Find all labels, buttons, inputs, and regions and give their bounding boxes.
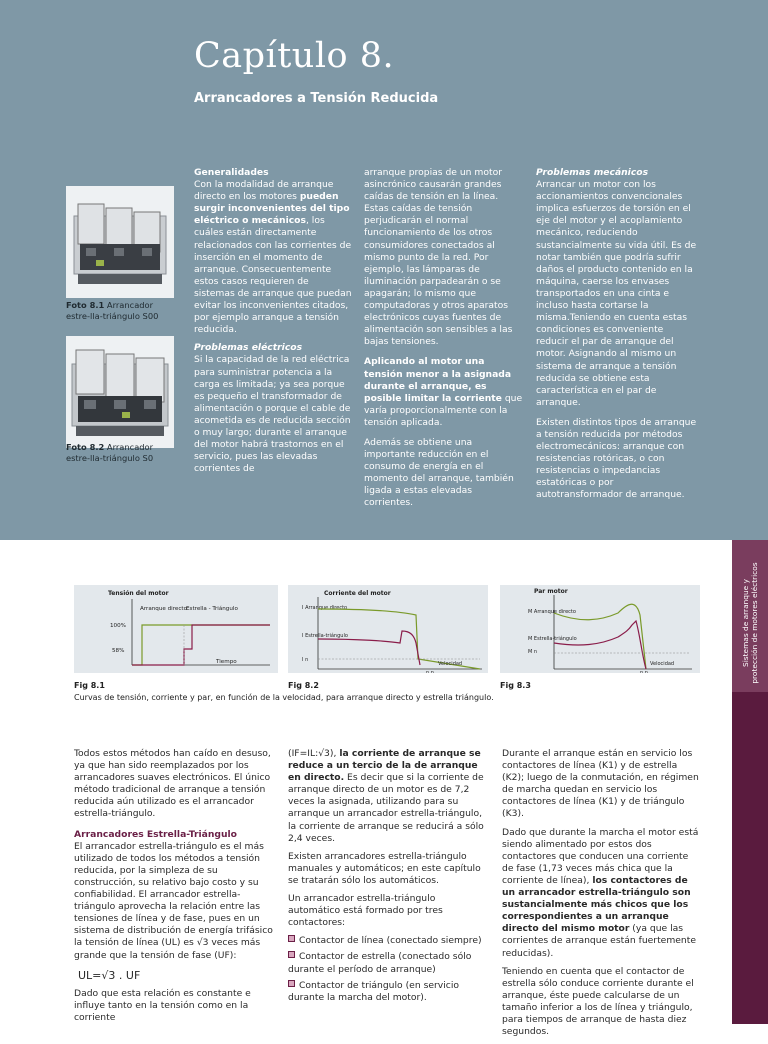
fig3-m-n: M n: [528, 649, 538, 655]
fig2-label-star: I Estrella-triángulo: [302, 633, 348, 639]
fig3-star-curve: [554, 621, 646, 669]
lower-col3-paragraph-3: Teniendo en cuenta que el contactor de estrella sólo conduce corriente durante el arranque, éste puede calcularse de un tamaño inferior a los de línea y triángulo, para tiempos de arranque de hasta diez segundos.: [502, 965, 694, 1038]
figure-8-2: [288, 585, 488, 673]
fig2-xlabel: Velocidad: [438, 661, 463, 667]
figure-8-1: [74, 585, 278, 673]
contactor-list-item-3: Contactor de triángulo (en servicio durante la marcha del motor).: [288, 979, 460, 1003]
intro-column-3: [536, 167, 698, 502]
lower-col2-paragraph-1: (IF=IL:√3), la corriente de arranque se reduce a un tercio de la de arranque en directo. Es decir que si la corriente de arranque directo de un motor es de 7,2 veces la asignada, utilizando para su arranque un arrancador estrella-triángulo, la corriente de arranque se reducirá a sólo 2,4 veces.: [288, 748, 484, 844]
section-heading-problemas-mecanicos: Problemas mecánicos: [536, 167, 649, 178]
lower-col3-paragraph-2: Dado que durante la marcha el motor está siendo alimentado por estos dos contactores que conducen una corriente de fase (1,73 veces más chica que la corriente de línea), los contactores de un arrancador estrella-triángulo son sustancialmente más chicos que los correspondientes a un arranque directo del mismo motor (ya que las corrientes de arranque están fuertemente reducidas).: [502, 826, 699, 959]
fig3-m-star: M Estrella-triángulo: [528, 636, 577, 642]
lower-col2-paragraph-3: Un arrancador estrella-triángulo automático está formado por tres contactores:: [288, 893, 443, 929]
fig2-number: Fig 8.2: [288, 681, 319, 690]
body-column-2: [288, 748, 488, 1008]
contactor-list-item-2: Contactor de estrella (conectado sólo durante el período de arranque): [288, 951, 472, 975]
photo-caption-2: Foto 8.2 Arrancador estre-lla-triángulo S0: [66, 442, 154, 463]
fig3-xlabel: Velocidad: [650, 661, 675, 667]
lower-col1-paragraph-3: Dado que esta relación es constante e influye tanto en la tensión como en la corriente: [74, 987, 251, 1023]
figure-8-3: [500, 585, 700, 673]
contactor-image: [66, 186, 174, 298]
problemas-mecanicos-paragraph: Arrancar un motor con los accionamientos convencionales implica esfuerzos de torsión en el eje del motor y el acoplamiento mecánico, reduciendo sustancialmente su vida útil. Es de notar también que podría sufrir daños el producto contenido en la máquina, caerse los envases transportados en una cinta e incluso hasta cortarse la misma.Teniendo en cuenta estas condiciones es conveniente reducir el par de arranque del motor. Asignando al mismo un sistema de arranque a tensión reducida se obtiene esta característica en el par de arranque.: [536, 179, 697, 408]
fig2-label-n: I n: [302, 657, 309, 663]
fig1-number: Fig 8.1: [74, 681, 105, 690]
contactor-list-item-1: Contactor de línea (conectado siempre): [288, 935, 488, 947]
fig1-label-star: Estrella - Triángulo: [186, 606, 238, 612]
col2-paragraph-3: Además se obtiene una importante reducción en el consumo de energía en el momento del arranque, también ligada a estas elevadas corrientes.: [364, 436, 514, 509]
section-heading-estrella-triangulo: Arrancadores Estrella-Triángulo: [74, 828, 237, 840]
fig1-label-direct: Arranque directo: [140, 606, 188, 612]
side-tab-label: Sistemas de arranque y protección de motores eléctricos: [741, 562, 759, 684]
generalidades-paragraph: Con la modalidad de arranque directo en los motores pueden surgir inconvenientes del tipo eléctrico o mecánicos, los cuáles están directamente relacionados con las corrientes de inserción en el momento de arranque. Consecuentemente estos casos requieren de sistemas de arranque que puedan evitar los inconvenientes citados, por ejemplo arranque a tensión reducida.: [194, 179, 352, 336]
contactor-image: [66, 336, 174, 448]
lower-col1-paragraph-1: Todos estos métodos han caído en desuso, ya que han sido reemplazados por los arrancadores suaves electrónicos. El único método tradicional de arranque a tensión reducida aún utilizado es el arrancador estrella-triángulo.: [74, 748, 271, 820]
intro-column-1: [194, 167, 352, 475]
body-column-3: [502, 748, 702, 1044]
body-column-1: [74, 748, 276, 1030]
fig1-y100: 100%: [110, 623, 126, 629]
chapter-subtitle: Arrancadores a Tensión Reducida: [194, 91, 439, 106]
fig1-direct-curve: [132, 625, 270, 665]
fig3-title: Par motor: [534, 588, 568, 595]
photo-caption-1: Foto 8.1 Arrancador estre-lla-triángulo S00: [66, 300, 159, 321]
section-heading-problemas-electricos: Problemas eléctricos: [194, 342, 303, 354]
fig1-title: Tensión del motor: [108, 590, 169, 597]
voltage-formula: UL=√3 . UF: [78, 968, 141, 982]
col2-paragraph-1: arranque propias de un motor asincrónico causarán grandes caídas de tensión en la línea. Estas caídas de tensión perjudicarán el normal funcionamiento de los otros consumidores conectados al mismo punto de la red. Por ejemplo, las lámparas de iluminación parpadearán o se apagarán; lo mismo que computadoras y otros aparatos electrónicos cuyas fuentes de alimentación son sensibles a las bajas tensiones.: [364, 167, 513, 348]
lower-col3-paragraph-1: Durante el arranque están en servicio los contactores de línea (K1) y de estrella (K2); luego de la conmutación, en régimen de marcha quedan en servicio los contactores de línea (K1) y de triángulo (K3).: [502, 748, 699, 820]
photo-starter-s0: [66, 336, 174, 448]
chapter-title: Capítulo 8.: [194, 36, 395, 76]
problemas-electricos-paragraph: Si la capacidad de la red eléctrica para suministrar potencia a la carga es limitada; ya sea porque es pequeño el transformador de alimentación o porque el cable de acometida es de reducida sección o muy largo; durante el arranque del motor habrá trastornos en el servicio, pues las elevadas corrientes de: [194, 354, 351, 475]
intro-column-2: [364, 167, 524, 510]
fig3-nn: n n: [640, 670, 648, 673]
col3-paragraph-2: Existen distintos tipos de arranque a tensión reducida por métodos electromecánicos: arranque con resistencias rotóricas, o con resistencias o impedancias estatóricas o por autotransformador de arranque.: [536, 416, 697, 501]
fig2-title: Corriente del motor: [324, 590, 391, 597]
section-heading-generalidades: Generalidades: [194, 167, 269, 178]
fig3-m-direct: M Arranque directo: [528, 609, 576, 615]
fig3-number: Fig 8.3: [500, 681, 531, 690]
lower-col2-paragraph-2: Existen arrancadores estrella-triángulo manuales y automáticos; en este capítulo se tratarán sólo los automáticos.: [288, 850, 481, 886]
col2-paragraph-2: Aplicando al motor una tensión menor a la asignada durante el arranque, es posible limitar la corriente que varía proporcionalmente con la tensión aplicada.: [364, 356, 523, 428]
fig2-label-direct: I Arranque directo: [302, 605, 348, 611]
lower-col1-paragraph-2: El arrancador estrella-triángulo es el más utilizado de todos los métodos a tensión reducida, por la simpleza de su construcción, su relativo bajo costo y su confiabilidad. El arrancador estrella-triángulo aprovecha la relación entre las tensiones de línea y de fase, pues en un sistema de distribución de energía trifásico la tensión de línea (UL) es √3 veces más grande que la tensión de fase (UF):: [74, 840, 273, 961]
fig2-nn: n n: [426, 670, 434, 673]
fig1-y58: 58%: [112, 648, 125, 654]
fig1-star-curve: [132, 625, 270, 665]
photo-starter-s00: [66, 186, 174, 298]
figure-caption: Curvas de tensión, corriente y par, en función de la velocidad, para arranque directo y estrella triángulo.: [74, 693, 494, 702]
fig1-xlabel: Tiempo: [216, 659, 237, 665]
